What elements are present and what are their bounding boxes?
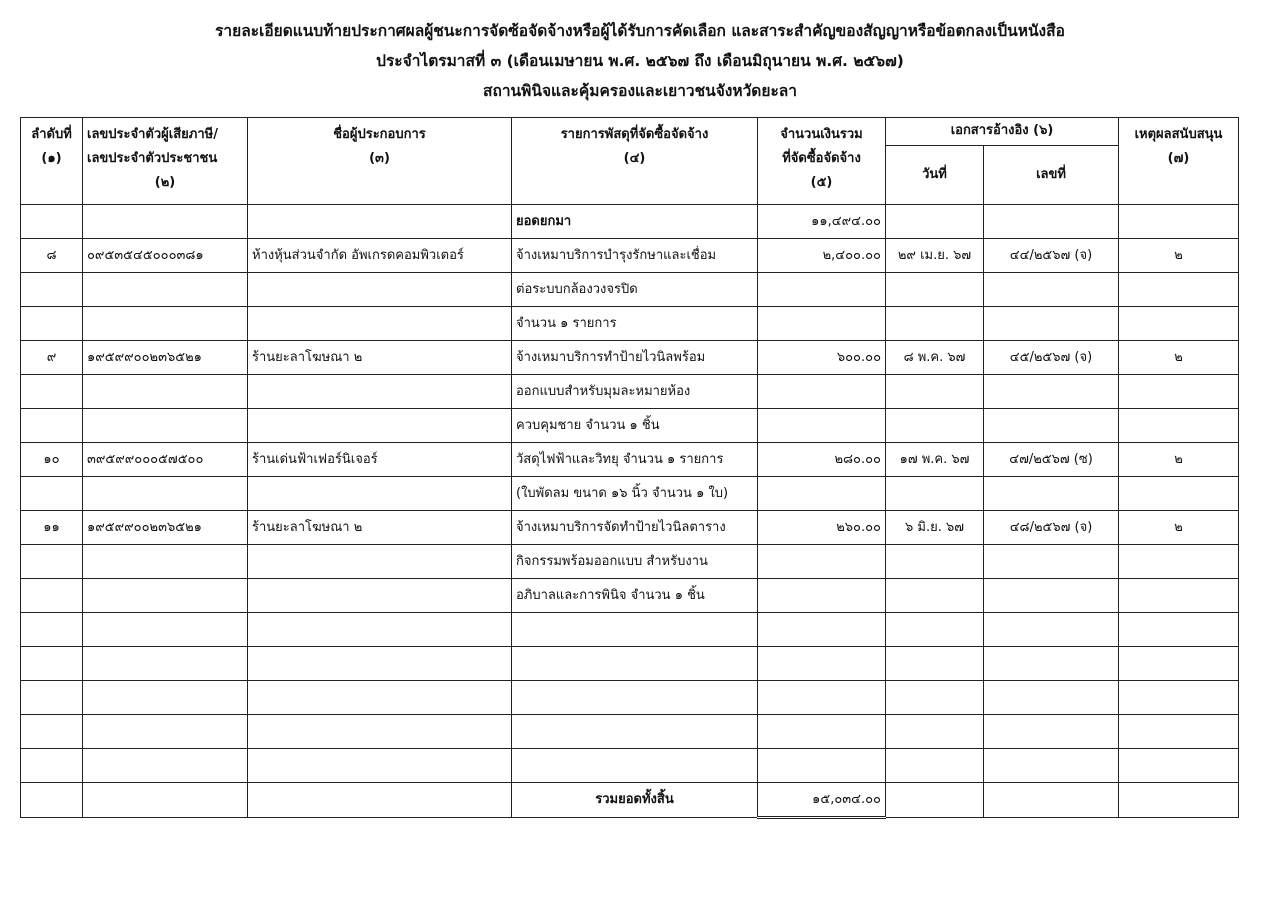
cell-tax-id [83, 681, 248, 715]
cell-date [886, 715, 984, 749]
cell-vendor [248, 307, 512, 341]
total-label: รวมยอดทั้งสิ้น [512, 783, 758, 818]
cell-reason: ๒ [1119, 239, 1239, 273]
cell-date: ๘ พ.ค. ๖๗ [886, 341, 984, 375]
cell-ref-no [984, 647, 1119, 681]
title-line-2: ประจำไตรมาสที่ ๓ (เดือนเมษายน พ.ศ. ๒๕๖๗ ถึง เดือนมิถุนายน พ.ศ. ๒๕๖๗) [376, 52, 904, 70]
table-row [21, 205, 1239, 239]
cell-vendor [248, 477, 512, 511]
cell-reason: ๒ [1119, 511, 1239, 545]
cell-ref-no [984, 749, 1119, 783]
cell-ref-no [984, 273, 1119, 307]
cell-vendor: ร้านยะลาโฆษณา ๒ [248, 341, 512, 375]
cell-no: ๘ [21, 239, 83, 273]
cell-item: ออกแบบสำหรับมุมละหมายห้อง [512, 375, 758, 409]
cell-item: ควบคุมชาย จำนวน ๑ ชิ้น [512, 409, 758, 443]
cell-ref-no: ๔๕/๒๕๖๗ (จ) [984, 341, 1119, 375]
cell-no [21, 749, 83, 783]
cell-reason [1119, 613, 1239, 647]
cell-tax-id [83, 749, 248, 783]
cell-item: ต่อระบบกล้องวงจรปิด [512, 273, 758, 307]
cell-date: ๖ มิ.ย. ๖๗ [886, 511, 984, 545]
cell-ref-no [984, 545, 1119, 579]
cell-ref-no [984, 205, 1119, 239]
cell-date [886, 579, 984, 613]
cell-vendor [248, 545, 512, 579]
cell-vendor [248, 375, 512, 409]
cell-vendor [248, 749, 512, 783]
cell-tax-id [83, 409, 248, 443]
cell-reason [1119, 749, 1239, 783]
cell-no [21, 273, 83, 307]
cell-date [886, 613, 984, 647]
cell-no [21, 681, 83, 715]
cell-date [886, 409, 984, 443]
cell-tax-id [83, 375, 248, 409]
cell-amount [758, 273, 886, 307]
cell-reason [1119, 375, 1239, 409]
cell-no: ๙ [21, 341, 83, 375]
cell-item [512, 647, 758, 681]
table-row [21, 511, 1239, 545]
cell-reason [1119, 205, 1239, 239]
cell-amount [758, 409, 886, 443]
cell-date [886, 545, 984, 579]
cell-ref-no [984, 375, 1119, 409]
cell-no [21, 545, 83, 579]
cell-date: ๒๙ เม.ย. ๖๗ [886, 239, 984, 273]
cell-date: ๑๗ พ.ค. ๖๗ [886, 443, 984, 477]
cell-reason [1119, 647, 1239, 681]
cell-amount [758, 545, 886, 579]
cell-ref-no [984, 715, 1119, 749]
cell-no [21, 613, 83, 647]
table-row [21, 579, 1239, 613]
table-row [21, 273, 1239, 307]
cell-no [21, 715, 83, 749]
cell-vendor [248, 409, 512, 443]
cell-item [512, 613, 758, 647]
cell-vendor [248, 579, 512, 613]
cell-no [21, 307, 83, 341]
cell-item: จ้างเหมาบริการทำป้ายไวนิลพร้อม [512, 341, 758, 375]
table-row [21, 613, 1239, 647]
cell-vendor: ห้างหุ้นส่วนจำกัด อัพเกรดคอมพิวเตอร์ [248, 239, 512, 273]
cell-tax-id: ๓๙๕๙๙๐๐๐๕๗๕๐๐ [83, 443, 248, 477]
cell-reason: ๒ [1119, 341, 1239, 375]
cell-reason [1119, 273, 1239, 307]
cell-amount [758, 749, 886, 783]
cell-vendor [248, 715, 512, 749]
cell-reason: ๒ [1119, 443, 1239, 477]
header-col-ref-no: เลขที่ [984, 146, 1119, 205]
table-row [21, 647, 1239, 681]
cell-vendor: ร้านยะลาโฆษณา ๒ [248, 511, 512, 545]
cell-reason [1119, 307, 1239, 341]
cell-amount: ๖๐๐.๐๐ [758, 341, 886, 375]
cell-item: จ้างเหมาบริการบำรุงรักษาและเชื่อม [512, 239, 758, 273]
cell-tax-id [83, 647, 248, 681]
table-row [21, 477, 1239, 511]
cell-tax-id [83, 715, 248, 749]
procurement-table [20, 117, 1239, 819]
cell-reason [1119, 681, 1239, 715]
cell-date [886, 375, 984, 409]
cell-amount: ๒๘๐.๐๐ [758, 443, 886, 477]
cell-date [886, 273, 984, 307]
cell-item: จ้างเหมาบริการจัดทำป้ายไวนิลตาราง [512, 511, 758, 545]
cell-ref-no [984, 307, 1119, 341]
table-row [21, 239, 1239, 273]
table-row [21, 715, 1239, 749]
cell-reason [1119, 409, 1239, 443]
cell-item: อภิบาลและการพินิจ จำนวน ๑ ชิ้น [512, 579, 758, 613]
cell-date [886, 749, 984, 783]
cell-amount [758, 681, 886, 715]
cell-ref-no [984, 681, 1119, 715]
cell-ref-no: ๔๗/๒๕๖๗ (ซ) [984, 443, 1119, 477]
cell-date [886, 477, 984, 511]
cell-tax-id [83, 307, 248, 341]
table-row [21, 375, 1239, 409]
table-row [21, 341, 1239, 375]
cell-vendor [248, 205, 512, 239]
cell-no: ๑๐ [21, 443, 83, 477]
cell-tax-id [83, 545, 248, 579]
cell-amount: ๒,๔๐๐.๐๐ [758, 239, 886, 273]
header-col-reason: เหตุผลสนับสนุน (๗) [1119, 118, 1239, 205]
header-col-no: ลำดับที่ (๑) [21, 118, 83, 205]
cell-item [512, 749, 758, 783]
cell-amount: ๑๑,๔๙๔.๐๐ [758, 205, 886, 239]
cell-amount [758, 715, 886, 749]
cell-vendor: ร้านเด่นฟ้าเฟอร์นิเจอร์ [248, 443, 512, 477]
cell-amount: ๒๖๐.๐๐ [758, 511, 886, 545]
cell-tax-id [83, 477, 248, 511]
cell-ref-no [984, 409, 1119, 443]
cell-amount [758, 579, 886, 613]
total-row [21, 783, 1239, 818]
cell-no [21, 647, 83, 681]
cell-no [21, 375, 83, 409]
cell-amount [758, 477, 886, 511]
cell-date [886, 681, 984, 715]
cell-no [21, 205, 83, 239]
cell-no: ๑๑ [21, 511, 83, 545]
cell-item: กิจกรรมพร้อมออกแบบ สำหรับงาน [512, 545, 758, 579]
cell-tax-id: ๐๙๕๓๕๔๕๐๐๐๓๘๑ [83, 239, 248, 273]
cell-tax-id: ๑๙๕๙๙๐๐๒๓๖๕๒๑ [83, 341, 248, 375]
cell-date [886, 647, 984, 681]
cell-ref-no [984, 477, 1119, 511]
cell-amount [758, 647, 886, 681]
table-row [21, 749, 1239, 783]
title-line-3: สถานพินิจและคุ้มครองและเยาวชนจังหวัดยะลา [483, 82, 797, 100]
table-row [21, 307, 1239, 341]
header-col-reference: เอกสารอ้างอิง (๖) [886, 118, 1119, 146]
cell-ref-no: ๔๔/๒๕๖๗ (จ) [984, 239, 1119, 273]
table-row [21, 443, 1239, 477]
cell-tax-id [83, 579, 248, 613]
cell-item [512, 681, 758, 715]
cell-reason [1119, 477, 1239, 511]
table-row [21, 545, 1239, 579]
cell-item [512, 715, 758, 749]
title-line-1: รายละเอียดแนบท้ายประกาศผลผู้ชนะการจัดซ้อจัดจ้างหรือผู้ได้รับการคัดเลือก และสาระสำคัญของสัญญาหรือข้อตกลงเป็นหนังสือ [215, 22, 1065, 40]
cell-item: จำนวน ๑ รายการ [512, 307, 758, 341]
cell-vendor [248, 613, 512, 647]
total-amount: ๑๕,๐๓๔.๐๐ [758, 783, 886, 818]
cell-tax-id [83, 205, 248, 239]
cell-amount [758, 375, 886, 409]
table-row [21, 409, 1239, 443]
cell-tax-id [83, 613, 248, 647]
cell-ref-no [984, 613, 1119, 647]
cell-reason [1119, 579, 1239, 613]
cell-ref-no [984, 579, 1119, 613]
cell-reason [1119, 715, 1239, 749]
header-col-amount: จำนวนเงินรวม ที่จัดซื้อจัดจ้าง (๕) [758, 118, 886, 205]
cell-no [21, 409, 83, 443]
cell-tax-id: ๑๙๕๙๙๐๐๒๓๖๕๒๑ [83, 511, 248, 545]
header-col-date: วันที่ [886, 146, 984, 205]
cell-tax-id [83, 273, 248, 307]
cell-amount [758, 613, 886, 647]
table-row [21, 681, 1239, 715]
cell-reason [1119, 545, 1239, 579]
cell-date [886, 205, 984, 239]
cell-item: ยอดยกมา [512, 205, 758, 239]
cell-item: วัสดุไฟฟ้าและวิทยุ จำนวน ๑ รายการ [512, 443, 758, 477]
cell-no [21, 579, 83, 613]
header-col-tax-id: เลขประจำตัวผู้เสียภาษี/ เลขประจำตัวประชาชน (๒) [83, 118, 248, 205]
cell-item: (ใบพัดลม ขนาด ๑๖ นิ้ว จำนวน ๑ ใบ) [512, 477, 758, 511]
cell-amount [758, 307, 886, 341]
cell-date [886, 307, 984, 341]
document-titles [0, 16, 1280, 106]
cell-ref-no: ๔๘/๒๕๖๗ (จ) [984, 511, 1119, 545]
cell-vendor [248, 273, 512, 307]
header-col-item: รายการพัสดุที่จัดซื้อจัดจ้าง (๔) [512, 118, 758, 205]
cell-vendor [248, 681, 512, 715]
cell-vendor [248, 647, 512, 681]
header-col-vendor: ชื่อผู้ประกอบการ (๓) [248, 118, 512, 205]
cell-no [21, 477, 83, 511]
